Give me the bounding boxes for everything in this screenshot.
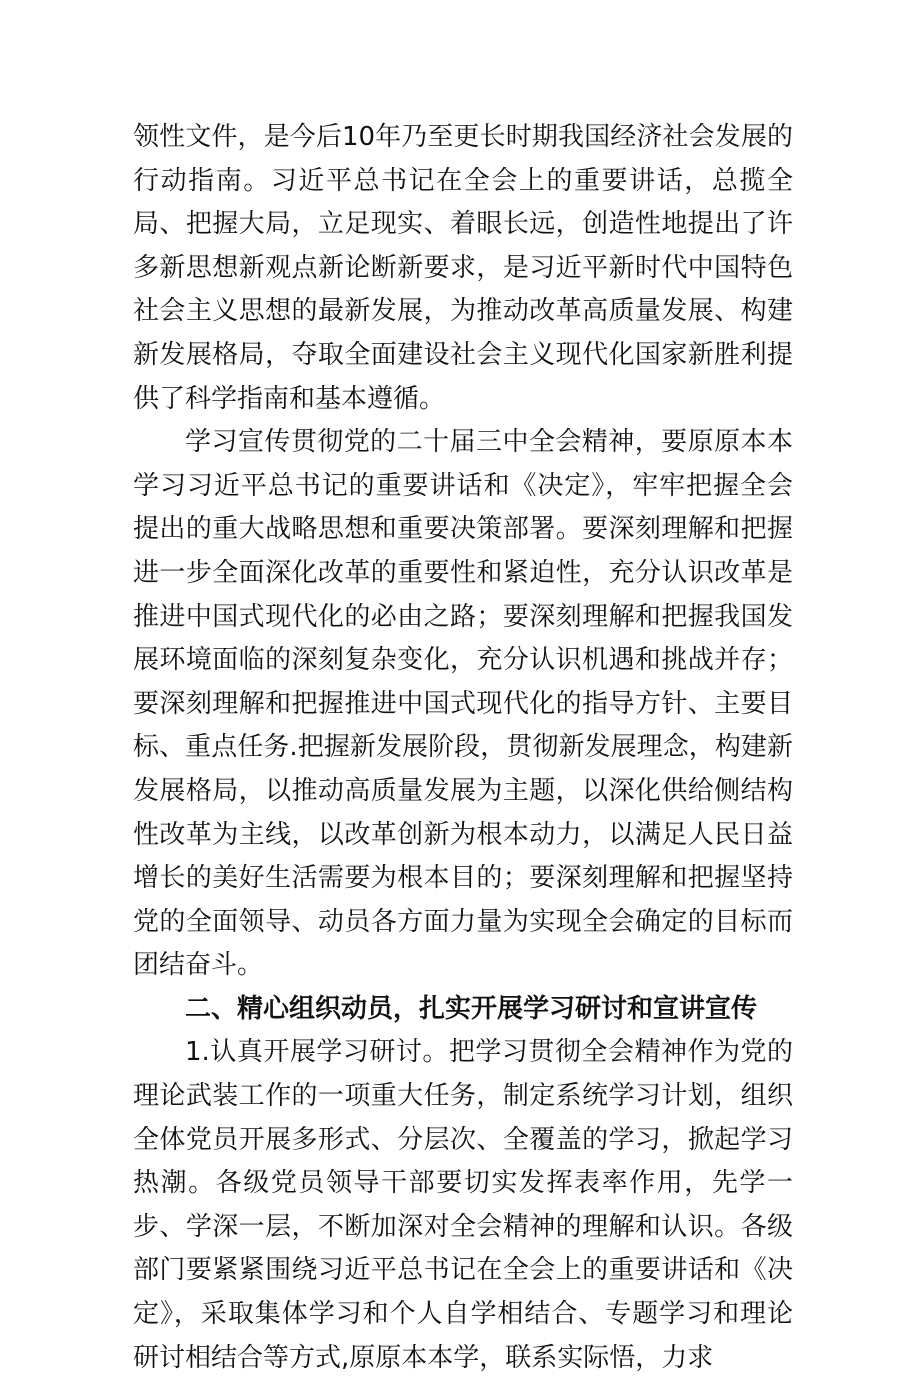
paragraph-continuation: 领性文件，是今后10年乃至更长时期我国经济社会发展的行动指南。习近平总书记在全会上的重要讲话，总揽全局、把握大局，立足现实、着眼长远，创造性地提出了许多新思想新观点新论断新要求，是习近平新时代中国特色社会主义思想的最新发展，为推动改革高质量发展、构建新发展格局，夺取全面建设社会主义现代化国家新胜利提供了科学指南和基本遵循。 xyxy=(133,122,793,414)
paragraph-study-discussion: 1.认真开展学习研讨。把学习贯彻全会精神作为党的理论武装工作的一项重大任务，制定系统学习计划，组织全体党员开展多形式、分层次、全覆盖的学习，掀起学习热潮。各级党员领导干部要切实发挥表率作用，先学一步、学深一层，不断加深对全会精神的理解和认识。各级部门要紧紧围绕习近平总书记在全会上的重要讲话和《决定》，采取集体学习和个人自学相结合、专题学习和理论研讨相结合等方式,原原本本学，联系实际悟，力求 xyxy=(133,1037,793,1373)
paragraph-study-propaganda: 学习宣传贯彻党的二十届三中全会精神，要原原本本学习习近平总书记的重要讲话和《决定》，牢牢把握全会提出的重大战略思想和重要决策部署。要深刻理解和把握进一步全面深化改革的重要性和紧迫性，充分认识改革是推进中国式现代化的必由之路；要深刻理解和把握我国发展环境面临的深刻复杂变化，充分认识机遇和挑战并存；要深刻理解和把握推进中国式现代化的指导方针、主要目标、重点任务.把握新发展阶段，贯彻新发展理念，构建新发展格局，以推动高质量发展为主题，以深化供给侧结构性改革为主线，以改革创新为根本动力，以满足人民日益增长的美好生活需要为根本目的；要深刻理解和把握坚持党的全面领导、动员各方面力量为实现全会确定的目标而团结奋斗。 xyxy=(133,427,793,981)
document-body xyxy=(133,116,793,1380)
section-heading: 二、精心组织动员，扎实开展学习研讨和宣讲宣传 xyxy=(185,993,758,1024)
